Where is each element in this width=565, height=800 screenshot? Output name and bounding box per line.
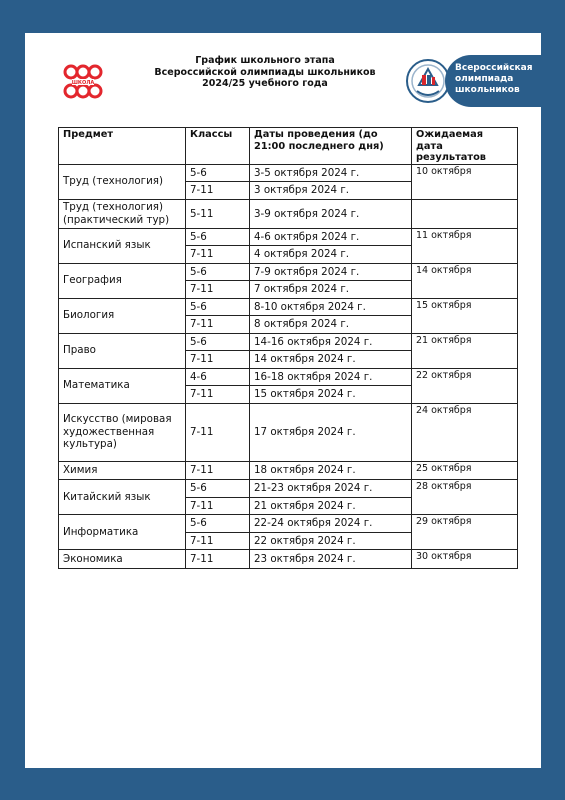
table-row	[59, 368, 518, 386]
badge-line-3: школьников	[455, 85, 520, 95]
dates-cell: 4-6 октября 2024 г.	[250, 228, 412, 246]
grades-cell: 7-11	[186, 246, 250, 264]
result-cell: 30 октября	[412, 550, 518, 569]
table-row	[59, 228, 518, 246]
result-cell: 11 октября	[412, 228, 518, 263]
subject-cell: Труд (технология)	[59, 164, 186, 199]
dates-cell: 23 октября 2024 г.	[250, 550, 412, 569]
result-cell: 21 октября	[412, 333, 518, 368]
school-logo	[63, 63, 103, 101]
header-subject: Предмет	[59, 128, 186, 165]
table-row	[59, 550, 518, 569]
dates-cell: 14 октября 2024 г.	[250, 351, 412, 369]
grades-cell: 7-11	[186, 281, 250, 299]
grades-cell: 7-11	[186, 403, 250, 461]
grades-cell: 7-11	[186, 182, 250, 200]
grades-cell: 7-11	[186, 316, 250, 334]
grades-cell: 5-6	[186, 228, 250, 246]
grades-cell: 4-6	[186, 368, 250, 386]
grades-cell: 5-6	[186, 333, 250, 351]
subject-cell: Искусство (мировая художественная культура)	[59, 403, 186, 461]
result-cell: 28 октября	[412, 480, 518, 515]
table-header-row	[59, 128, 518, 165]
subject-cell: Экономика	[59, 550, 186, 569]
subject-cell: Биология	[59, 298, 186, 333]
document-page	[25, 33, 541, 768]
subject-cell: Испанский язык	[59, 228, 186, 263]
table-row	[59, 263, 518, 281]
result-cell: 25 октября	[412, 461, 518, 480]
table-row	[59, 298, 518, 316]
dates-cell: 3-9 октября 2024 г.	[250, 199, 412, 228]
dates-cell: 21 октября 2024 г.	[250, 497, 412, 515]
subject-cell: Математика	[59, 368, 186, 403]
grades-cell: 7-11	[186, 351, 250, 369]
dates-cell: 21-23 октября 2024 г.	[250, 480, 412, 498]
result-cell: 14 октября	[412, 263, 518, 298]
dates-cell: 22-24 октября 2024 г.	[250, 515, 412, 533]
grades-cell: 5-6	[186, 480, 250, 498]
olympiad-badge	[445, 55, 541, 107]
dates-cell: 4 октября 2024 г.	[250, 246, 412, 264]
subject-cell: География	[59, 263, 186, 298]
table-row	[59, 199, 518, 228]
grades-cell: 5-11	[186, 199, 250, 228]
title-line-2: Всероссийской олимпиады школьников	[154, 66, 376, 78]
dates-cell: 8 октября 2024 г.	[250, 316, 412, 334]
grades-cell: 5-6	[186, 298, 250, 316]
dates-cell: 7-9 октября 2024 г.	[250, 263, 412, 281]
result-cell	[412, 199, 518, 228]
result-cell: 10 октября	[412, 164, 518, 199]
title-line-3: 2024/25 учебного года	[202, 78, 328, 89]
table-row	[59, 515, 518, 533]
table-row	[59, 164, 518, 182]
dates-cell: 17 октября 2024 г.	[250, 403, 412, 461]
result-cell: 29 октября	[412, 515, 518, 550]
table-row	[59, 461, 518, 480]
result-cell: 24 октября	[412, 403, 518, 461]
grades-cell: 7-11	[186, 550, 250, 569]
badge-line-1: Всероссийская	[455, 63, 533, 73]
schedule-table	[58, 127, 518, 569]
grades-cell: 7-11	[186, 497, 250, 515]
grades-cell: 7-11	[186, 461, 250, 480]
subject-cell: Труд (технология) (практический тур)	[59, 199, 186, 228]
subject-cell: Информатика	[59, 515, 186, 550]
header-results: Ожидаемая дата результатов	[412, 128, 518, 165]
grades-cell: 7-11	[186, 532, 250, 550]
dates-cell: 3 октября 2024 г.	[250, 182, 412, 200]
grades-cell: 5-6	[186, 164, 250, 182]
table-row	[59, 403, 518, 461]
badge-line-2: олимпиада	[455, 74, 514, 84]
title-line-1: График школьного этапа	[195, 55, 335, 66]
header-grades: Классы	[186, 128, 250, 165]
dates-cell: 3-5 октября 2024 г.	[250, 164, 412, 182]
result-cell: 22 октября	[412, 368, 518, 403]
grades-cell: 5-6	[186, 515, 250, 533]
result-cell: 15 октября	[412, 298, 518, 333]
dates-cell: 15 октября 2024 г.	[250, 386, 412, 404]
dates-cell: 8-10 октября 2024 г.	[250, 298, 412, 316]
school-logo-text: ШКОЛА	[71, 80, 95, 86]
table-row	[59, 480, 518, 498]
dates-cell: 16-18 октября 2024 г.	[250, 368, 412, 386]
document-title	[135, 55, 395, 90]
dates-cell: 22 октября 2024 г.	[250, 532, 412, 550]
header-dates: Даты проведения (до 21:00 последнего дня)	[250, 128, 412, 165]
subject-cell: Право	[59, 333, 186, 368]
subject-cell: Химия	[59, 461, 186, 480]
table-row	[59, 333, 518, 351]
dates-cell: 18 октября 2024 г.	[250, 461, 412, 480]
dates-cell: 14-16 октября 2024 г.	[250, 333, 412, 351]
grades-cell: 5-6	[186, 263, 250, 281]
grades-cell: 7-11	[186, 386, 250, 404]
dates-cell: 7 октября 2024 г.	[250, 281, 412, 299]
subject-cell: Китайский язык	[59, 480, 186, 515]
